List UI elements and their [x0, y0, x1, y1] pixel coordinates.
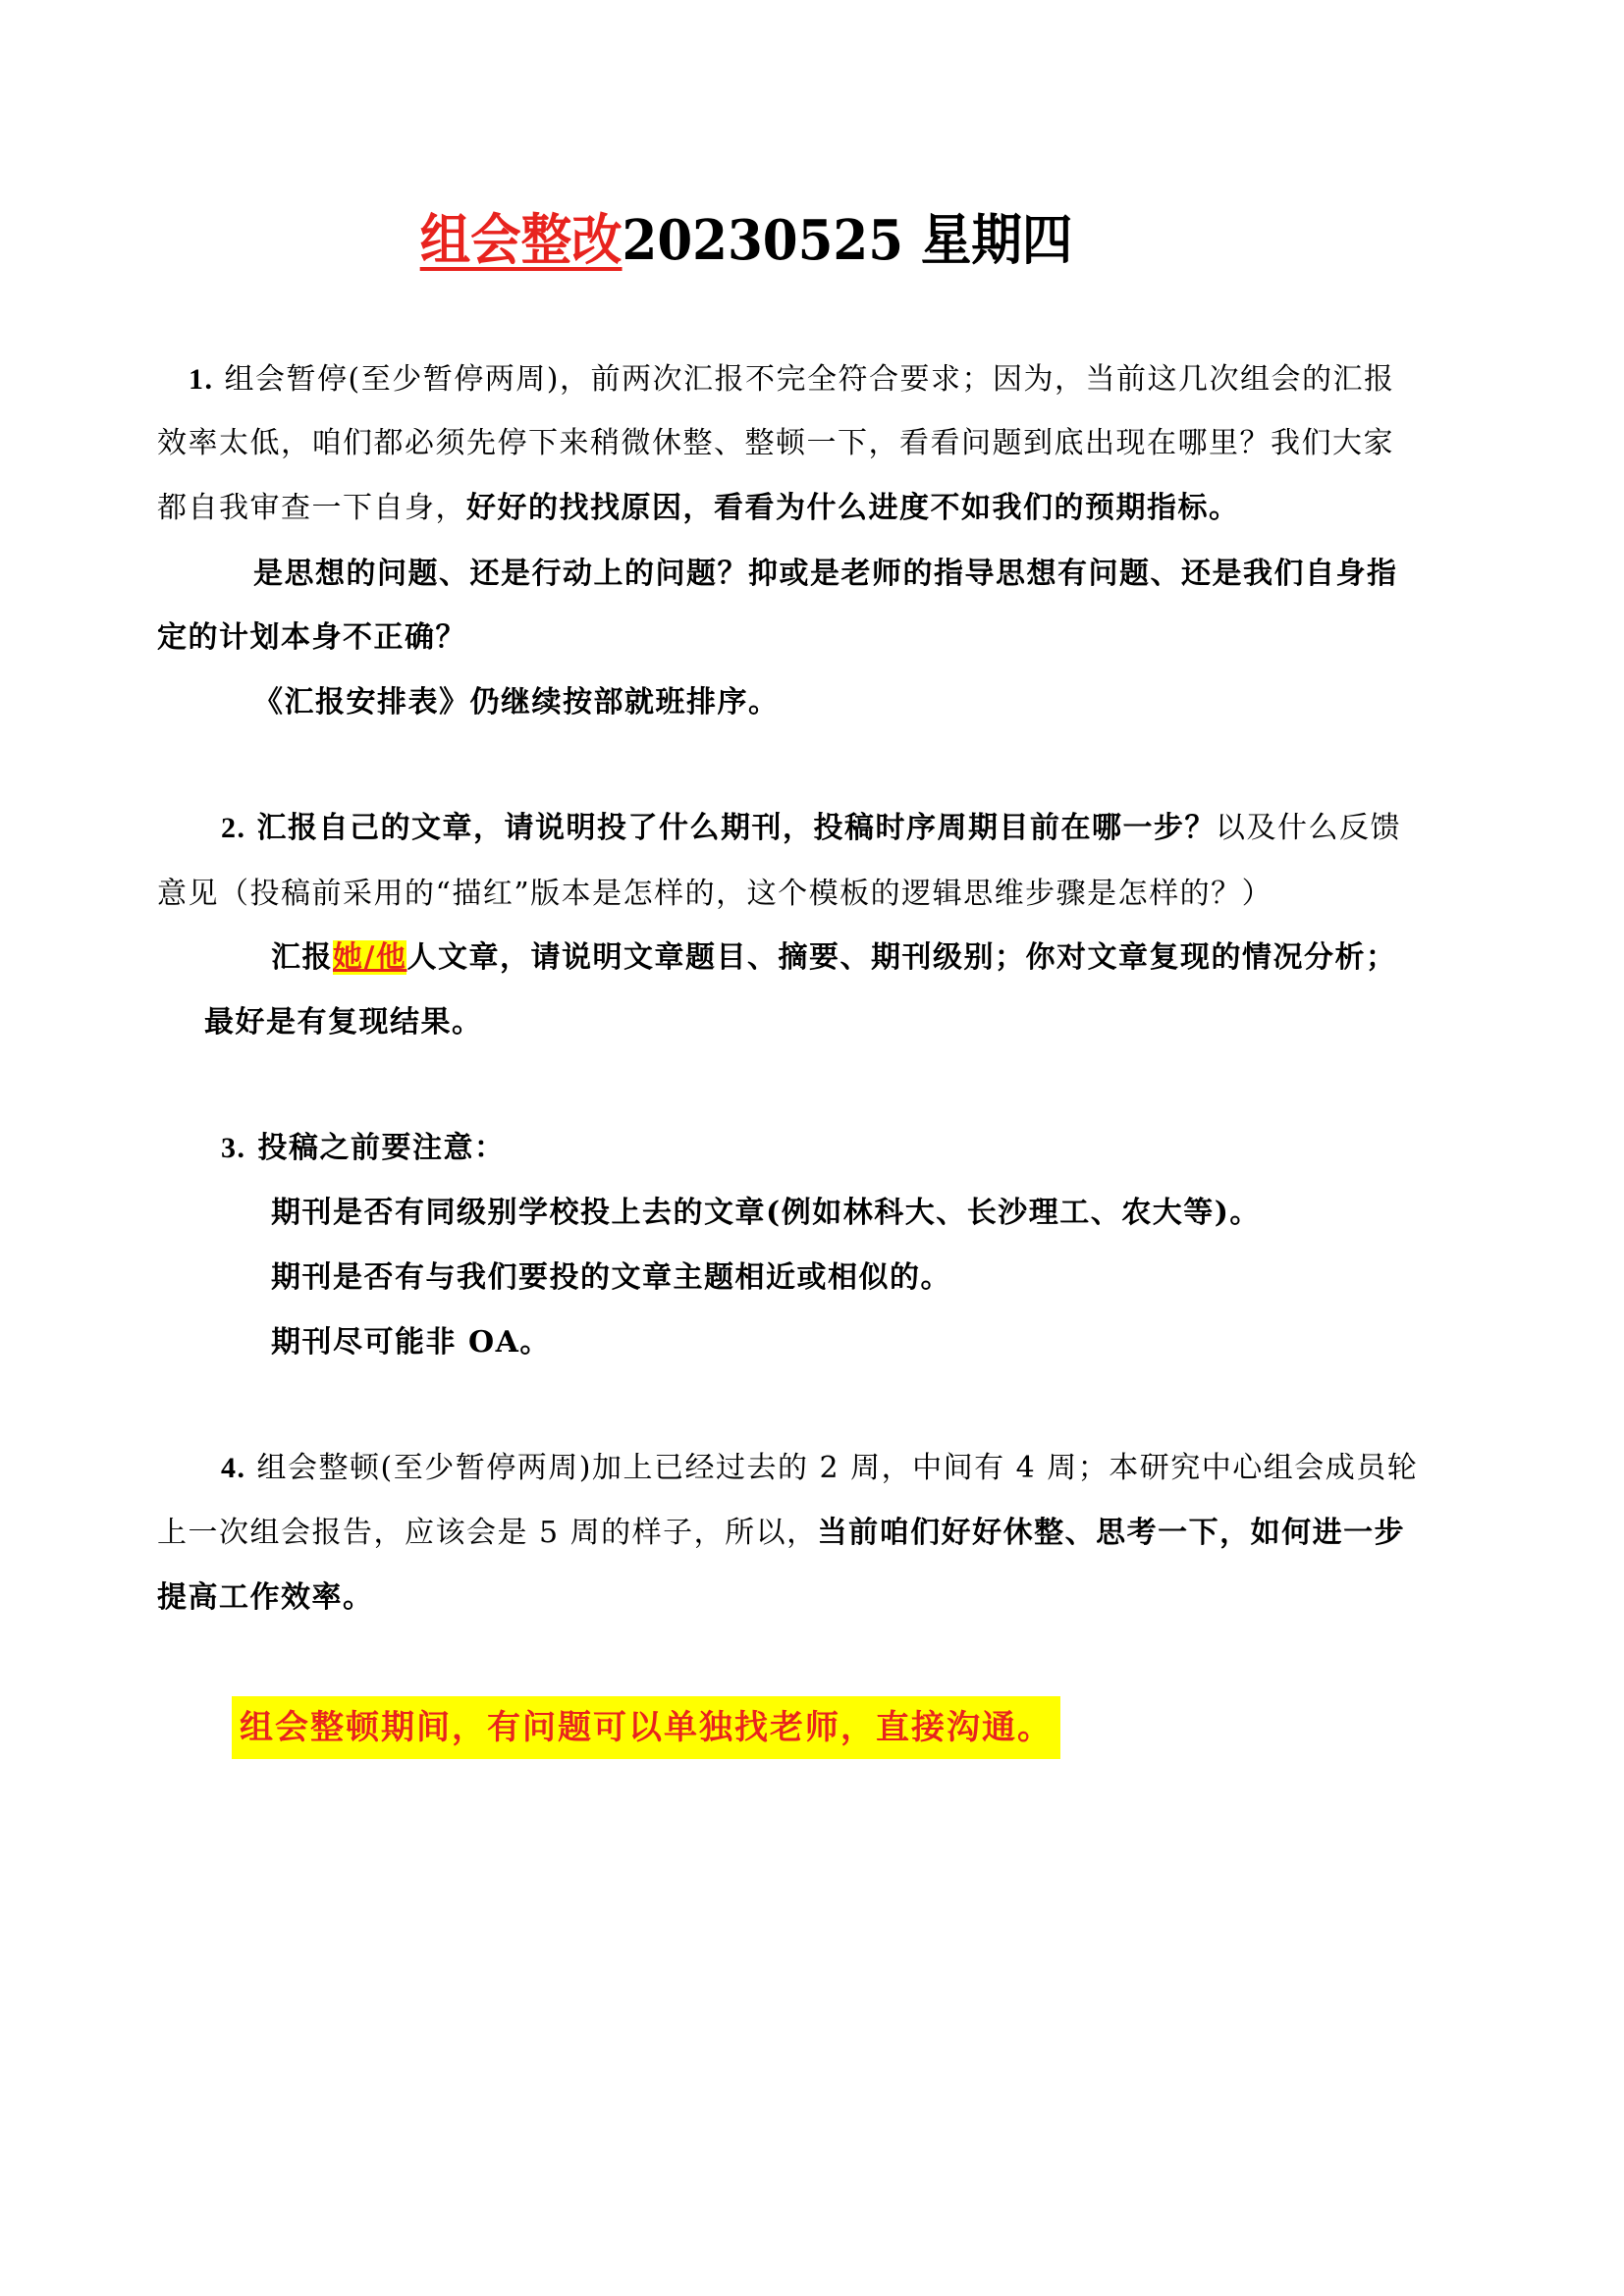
section4-line1	[221, 1447, 1418, 1490]
section4-line3: 提高工作效率。	[157, 1580, 374, 1615]
section1-number: 1.	[189, 363, 214, 396]
section3-item-1: 期刊是否有同级别学校投上去的文章(例如林科大、长沙理工、农大等)。	[271, 1196, 1261, 1230]
section1-text1: 组会暂停(至少暂停两周)，前两次汇报不完全符合要求；因为，当前这几次组会的汇报	[224, 362, 1395, 397]
section1-line1	[189, 358, 1394, 401]
section1-line5: 定的计划本身不正确？	[157, 620, 466, 655]
section2-text3-pre: 汇报	[271, 940, 333, 975]
section3-heading-line	[221, 1127, 505, 1170]
section4-line2	[157, 1512, 1405, 1555]
section3-item-2: 期刊是否有与我们要投的文章主题相近或相似的。	[271, 1260, 951, 1295]
section3-number: 3.	[221, 1132, 246, 1164]
section4-text2-normal: 上一次组会报告，应该会是 5 周的样子，所以，	[157, 1516, 818, 1550]
page-title	[0, 201, 1492, 280]
title-date-part: 20230525 星期四	[622, 208, 1073, 273]
section1-line6: 《汇报安排表》仍继续按部就班排序。	[253, 685, 780, 720]
section2-text3-post: 人文章，请说明文章题目、摘要、期刊级别；你对文章复现的情况分析；	[406, 940, 1397, 975]
section4-text1: 组会整顿(至少暂停两周)加上已经过去的 2 周，中间有 4 周；本研究中心组会成员轮	[256, 1451, 1419, 1485]
section2-line3	[271, 936, 1396, 980]
section3-heading: 投稿之前要注意：	[257, 1131, 506, 1165]
section3-item-3: 期刊尽可能非 OA。	[271, 1325, 551, 1360]
section2-line2: 意见（投稿前采用的“描红”版本是怎样的，这个模板的逻辑思维步骤是怎样的？）	[157, 877, 1273, 911]
section1-line2: 效率太低，咱们都必须先停下来稍微休整、整顿一下，看看问题到底出现在哪里？我们大家	[157, 426, 1394, 460]
section1-text3-bold: 好好的找找原因，看看为什么进度不如我们的预期指标。	[466, 491, 1240, 525]
final-highlight-note: 组会整顿期间，有问题可以单独找老师，直接沟通。	[232, 1696, 1060, 1759]
section2-text1-normal: 以及什么反馈	[1216, 811, 1402, 845]
section2-highlight: 她/他	[333, 940, 407, 975]
section4-number: 4.	[221, 1452, 246, 1484]
section2-line4: 最好是有复现结果。	[204, 1005, 483, 1040]
section1-text3-normal: 都自我审查一下自身，	[157, 491, 466, 525]
section2-text1-bold: 汇报自己的文章，请说明投了什么期刊，投稿时序周期目前在哪一步？	[256, 811, 1217, 845]
section2-line1	[221, 807, 1401, 850]
section1-line3	[157, 487, 1240, 530]
section2-number: 2.	[221, 812, 246, 844]
section4-text2-bold: 当前咱们好好休整、思考一下，如何进一步	[817, 1516, 1406, 1550]
title-red-part: 组会整改	[419, 208, 623, 273]
section1-line4: 是思想的问题、还是行动上的问题？抑或是老师的指导思想有问题、还是我们自身指	[253, 557, 1398, 591]
